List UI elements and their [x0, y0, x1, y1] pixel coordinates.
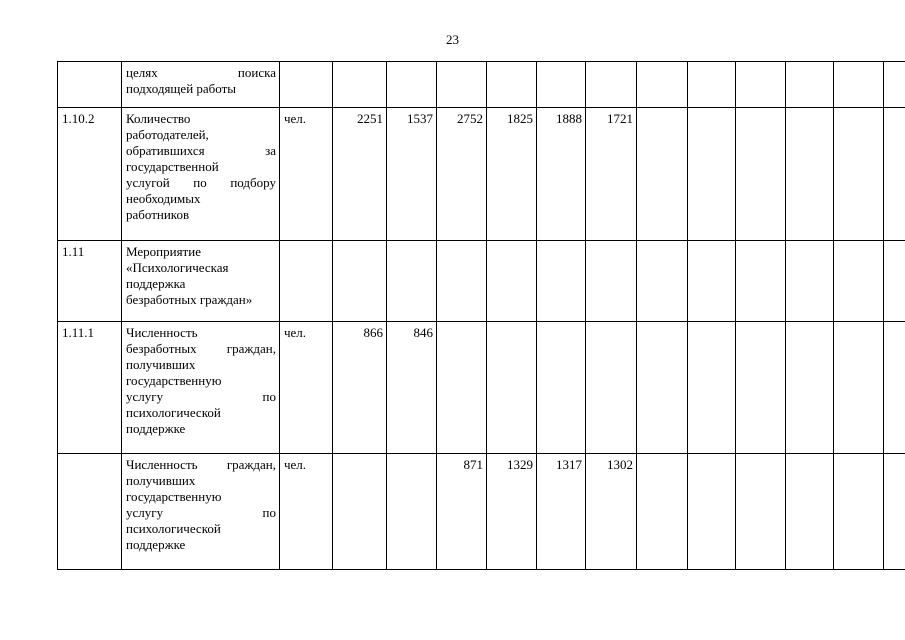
table-row	[58, 62, 905, 108]
value-cell	[884, 62, 905, 108]
value-cell	[637, 108, 688, 241]
value-cell: 2251	[333, 108, 387, 241]
value-cell	[637, 241, 688, 322]
description-line: необходимых	[126, 191, 201, 206]
value-cell	[688, 62, 736, 108]
description-line: Численность	[126, 325, 198, 340]
value-cell	[834, 322, 884, 454]
row-code-cell	[58, 62, 122, 108]
value-cell	[884, 322, 905, 454]
value-cell	[333, 241, 387, 322]
value-cell	[333, 62, 387, 108]
value-cell	[834, 62, 884, 108]
row-description-cell	[122, 62, 280, 108]
table-row	[58, 241, 905, 322]
value-cell	[736, 62, 786, 108]
value-cell	[688, 322, 736, 454]
row-code-cell: 1.11	[58, 241, 122, 322]
value-cell	[586, 322, 637, 454]
row-description-cell	[122, 322, 280, 454]
value-cell	[786, 62, 834, 108]
description-line: подходящей работы	[126, 81, 237, 96]
value-cell	[834, 241, 884, 322]
value-cell	[884, 241, 905, 322]
description-line: безработных граждан,	[126, 341, 276, 356]
description-line: безработных граждан»	[126, 292, 253, 307]
value-cell	[786, 322, 834, 454]
row-code-cell	[58, 454, 122, 570]
value-cell	[688, 241, 736, 322]
description-line: услугу по	[126, 389, 276, 404]
value-cell	[786, 108, 834, 241]
value-cell: 2752	[437, 108, 487, 241]
page-number: 23	[446, 32, 459, 47]
value-cell	[786, 454, 834, 570]
description-line: государственную	[126, 373, 222, 388]
value-cell	[736, 241, 786, 322]
value-cell	[437, 322, 487, 454]
description-line: Мероприятие	[126, 244, 201, 259]
value-cell	[736, 108, 786, 241]
row-unit-cell	[280, 62, 333, 108]
value-cell	[688, 108, 736, 241]
value-cell: 1329	[487, 454, 537, 570]
value-cell	[586, 62, 637, 108]
row-description-cell	[122, 108, 280, 241]
value-cell: 866	[333, 322, 387, 454]
description-line: «Психологическая	[126, 260, 229, 275]
description-line: государственную	[126, 489, 222, 504]
row-unit-cell: чел.	[280, 322, 333, 454]
value-cell	[333, 454, 387, 570]
value-cell	[387, 454, 437, 570]
description-line: психологической	[126, 521, 221, 536]
value-cell	[387, 62, 437, 108]
value-cell	[437, 241, 487, 322]
value-cell	[586, 241, 637, 322]
row-description-cell	[122, 241, 280, 322]
value-cell	[487, 62, 537, 108]
row-unit-cell	[280, 241, 333, 322]
value-cell	[884, 108, 905, 241]
description-line: Количество	[126, 111, 191, 126]
value-cell	[884, 454, 905, 570]
description-line: психологической	[126, 405, 221, 420]
value-cell	[736, 322, 786, 454]
value-cell: 1888	[537, 108, 586, 241]
table-row	[58, 322, 905, 454]
row-description-cell	[122, 454, 280, 570]
value-cell: 1721	[586, 108, 637, 241]
description-line: поддержке	[126, 421, 186, 436]
value-cell: 846	[387, 322, 437, 454]
description-line: услугой по подбору	[126, 175, 276, 190]
value-cell: 1317	[537, 454, 586, 570]
value-cell	[637, 62, 688, 108]
value-cell	[437, 62, 487, 108]
value-cell	[736, 454, 786, 570]
value-cell: 1825	[487, 108, 537, 241]
row-code-cell: 1.11.1	[58, 322, 122, 454]
indicator-table	[57, 61, 905, 570]
description-line: услугу по	[126, 505, 276, 520]
value-cell	[637, 322, 688, 454]
description-line: поддержке	[126, 537, 186, 552]
description-line: получивших	[126, 473, 196, 488]
description-line: обратившихся за	[126, 143, 276, 158]
row-code-cell: 1.10.2	[58, 108, 122, 241]
value-cell	[834, 454, 884, 570]
value-cell	[537, 322, 586, 454]
value-cell: 1302	[586, 454, 637, 570]
table-row	[58, 108, 905, 241]
table-row	[58, 454, 905, 570]
value-cell	[537, 241, 586, 322]
value-cell	[387, 241, 437, 322]
value-cell: 871	[437, 454, 487, 570]
row-unit-cell: чел.	[280, 454, 333, 570]
value-cell	[487, 241, 537, 322]
description-line: Численность граждан,	[126, 457, 276, 472]
value-cell: 1537	[387, 108, 437, 241]
description-line: получивших	[126, 357, 196, 372]
description-line: поддержка	[126, 276, 186, 291]
row-unit-cell: чел.	[280, 108, 333, 241]
value-cell	[786, 241, 834, 322]
description-line: работодателей,	[126, 127, 209, 142]
value-cell	[834, 108, 884, 241]
value-cell	[487, 322, 537, 454]
description-line: работников	[126, 207, 190, 222]
value-cell	[688, 454, 736, 570]
description-line: государственной	[126, 159, 219, 174]
value-cell	[637, 454, 688, 570]
description-line: целях поиска	[126, 65, 276, 80]
value-cell	[537, 62, 586, 108]
